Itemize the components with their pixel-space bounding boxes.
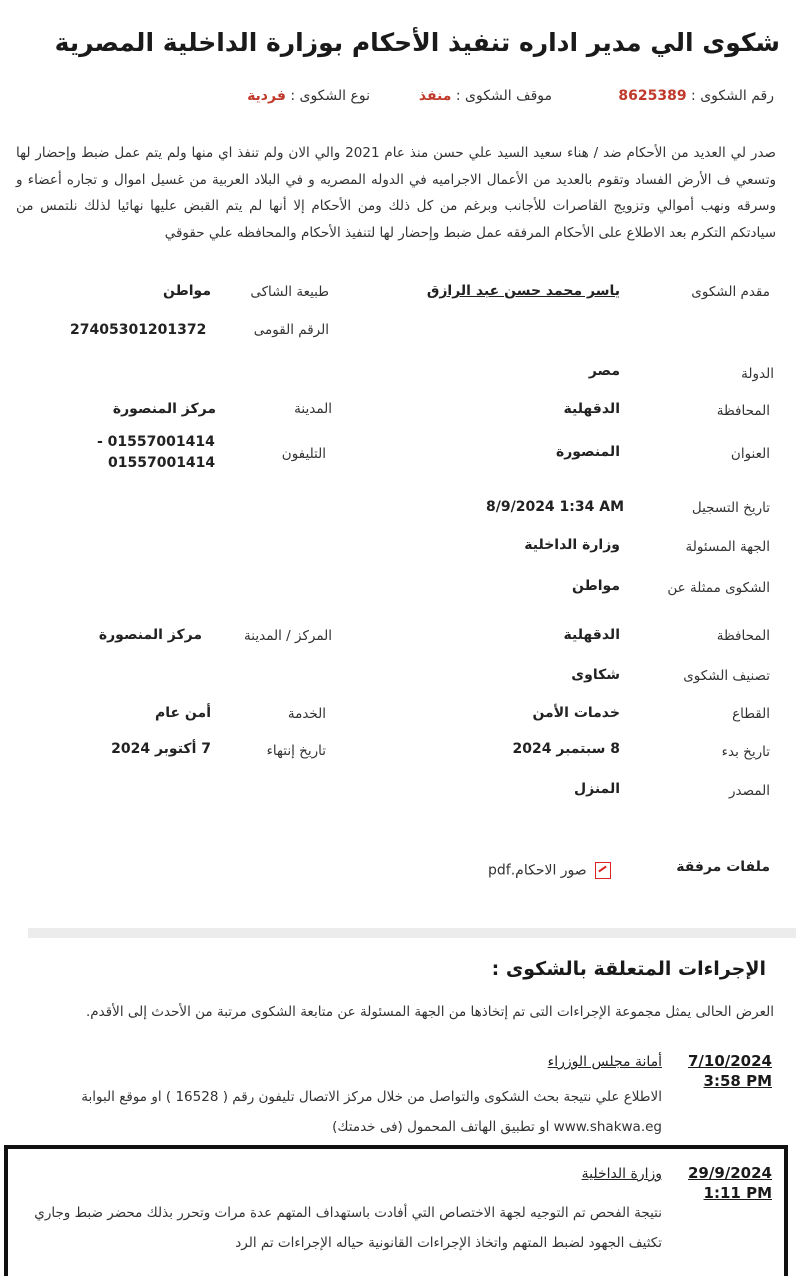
phone-number-1: - 01557001414	[97, 434, 215, 450]
complaint-status-value: منفذ	[418, 88, 452, 104]
complaint-number: رقم الشكوى : 8625389	[618, 88, 774, 104]
action-text: الاطلاع علي نتيجة بحث الشكوى والتواصل من خلال مركز الاتصال تليفون رقم ( 16528 ) او موقع البوابة www.shakwa.eg او تطبيق الهاتف المحمول (فى خدمتك)	[81, 1089, 662, 1135]
action-time: 1:11 PM	[703, 1184, 772, 1202]
sector: خدمات الأمن	[532, 705, 620, 721]
registration-date: 8/9/2024 1:34 AM	[486, 499, 625, 515]
center: مركز المنصورة	[98, 627, 202, 643]
end-date-label: تاريخ إنتهاء	[266, 743, 326, 759]
complaint-type-value: فردية	[247, 88, 286, 104]
start-date: 8 سبتمبر 2024	[512, 741, 620, 757]
national-id-label: الرقم القومى	[253, 322, 329, 338]
address: المنصورة	[555, 444, 620, 460]
source: المنزل	[573, 781, 620, 797]
start-date-label: تاريخ بدء	[721, 744, 770, 760]
complaint-status: موقف الشكوى : منفذ	[418, 88, 552, 104]
registration-date-label: تاريخ التسجيل	[691, 500, 770, 516]
complaint-description: صدر لي العديد من الأحكام ضد / هناء سعيد السيد علي حسن منذ عام 2021 والي الان ولم تنفذ اي منها ولم يتم عمل ضبط وإحضار لها وتسعي ف الأرض الفساد وتقوم بالعديد من الأعمال الاجراميه في الدوله المصريه و في البلاد العربية من غسيل اموال و تجاره أعضاء و وسرقه ونهب أموالي وتزويج القاصرات للأجانب وبرغم من كل ذلك ومن الأحكام إلا أنها لم يتم القبض عليها نهائيا لذلك نلتمس من سيادتكم التكرم بعد الاطلاع على الأحكام المرفقه عمل ضبط وإحضار لها لتنفيذ الأحكام والمحافظه علي حقوقي	[16, 145, 776, 241]
governorate-label: المحافظة	[716, 403, 770, 419]
attachment-link[interactable]	[488, 862, 611, 879]
country: مصر	[588, 363, 620, 379]
actions-title: الإجراءات المتعلقة بالشكوى :	[491, 958, 766, 980]
submitter-name[interactable]: ياسر محمد حسن عبد الرازق	[426, 283, 620, 299]
section-divider	[28, 928, 796, 938]
action-text: نتيجة الفحص تم التوجيه لجهة الاختصاص التي أفادت باستهداف المتهم عدة مرات وتحرر بذلك محضر ضبط وجاري تكثيف الجهود لضبط المتهم واتخاذ الإجراءات القانونية حياله الإجراءات تم الرد	[34, 1205, 662, 1251]
country-label: الدولة	[741, 366, 774, 382]
actions-subtitle: العرض الحالى يمثل مجموعة الإجراءات التى تم إتخاذها من الجهة المسئولة عن متابعة الشكوى مرتبة من الأحدث إلى الأقدم.	[85, 1004, 774, 1020]
classification: شكاوى	[571, 667, 620, 683]
represents-label: الشكوى ممثلة عن	[667, 580, 770, 596]
sector-label: القطاع	[732, 706, 770, 722]
address-label: العنوان	[730, 446, 770, 462]
city: مركز المنصورة	[112, 401, 216, 417]
details-governorate: الدقهلية	[563, 627, 620, 643]
action-time: 3:58 PM	[703, 1072, 772, 1090]
governorate: الدقهلية	[563, 401, 620, 417]
action-org: وزارة الداخلية	[581, 1166, 662, 1182]
represents: مواطن	[571, 578, 620, 594]
source-label: المصدر	[729, 783, 770, 799]
action-org: أمانة مجلس الوزراء	[547, 1054, 662, 1070]
phone-label: التليفون	[281, 446, 326, 462]
responsible-entity: وزارة الداخلية	[524, 537, 620, 553]
complainant-nature-label: طبيعة الشاكى	[250, 284, 329, 300]
city-label: المدينة	[294, 401, 332, 417]
action-date: 7/10/2024	[687, 1052, 772, 1070]
page-title: شكوى الي مدير اداره تنفيذ الأحكام بوزارة الداخلية المصرية	[54, 28, 780, 57]
end-date: 7 أكتوبر 2024	[111, 741, 211, 757]
phone-number-2: 01557001414	[108, 455, 216, 471]
service-label: الخدمة	[287, 706, 326, 722]
complainant-nature: مواطن	[162, 283, 211, 299]
attachments-label: ملفات مرفقة	[676, 859, 770, 875]
complaint-number-value: 8625389	[618, 88, 687, 104]
details-governorate-label: المحافظة	[716, 628, 770, 644]
center-label: المركز / المدينة	[244, 628, 332, 644]
submitter-label: مقدم الشكوى	[691, 284, 770, 300]
national-id: 27405301201372	[70, 322, 207, 338]
service: أمن عام	[154, 705, 211, 721]
attachment-name: صور الاحكام.pdf	[488, 862, 587, 879]
pdf-icon	[595, 862, 611, 879]
action-date: 29/9/2024	[687, 1164, 772, 1182]
classification-label: تصنيف الشكوى	[683, 668, 770, 684]
complaint-type: نوع الشكوى : فردية	[247, 88, 370, 104]
responsible-entity-label: الجهة المسئولة	[685, 539, 770, 555]
